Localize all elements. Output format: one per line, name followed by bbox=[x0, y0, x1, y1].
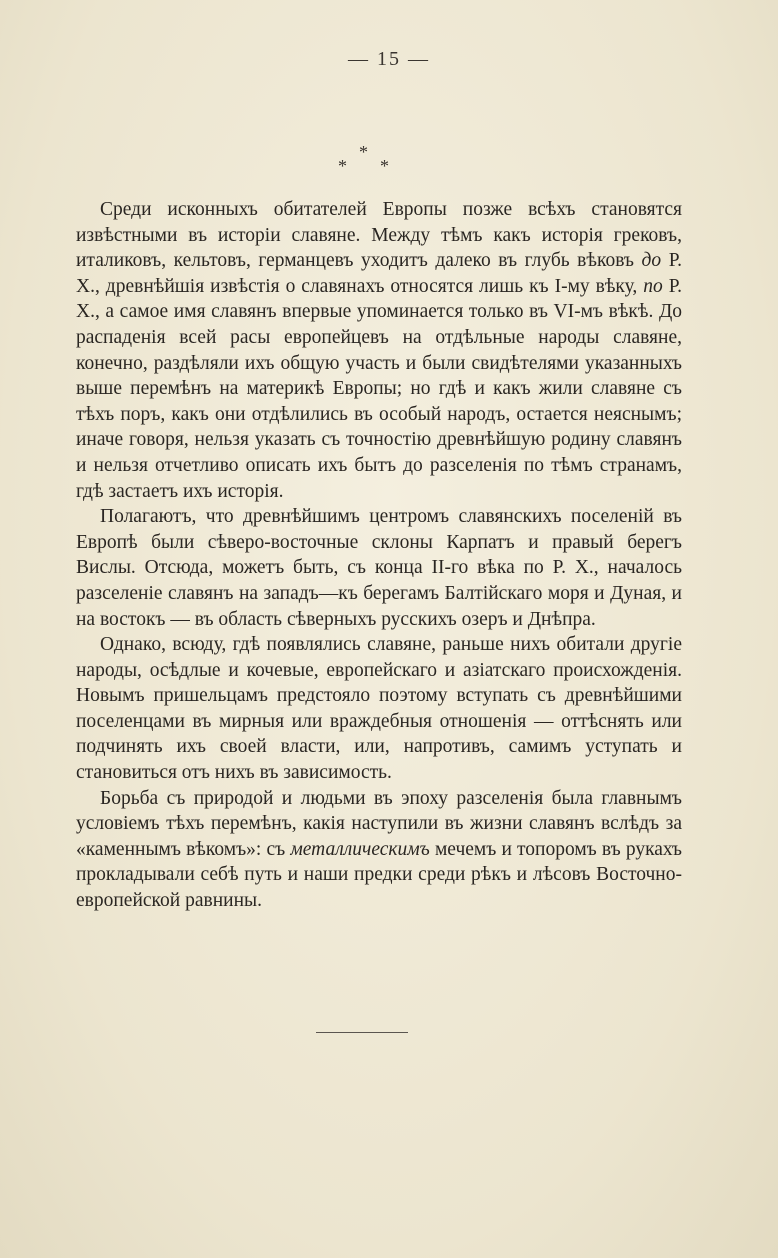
asterisk-left: * bbox=[338, 156, 347, 176]
paragraph-4-segment-1: Борьба съ природой и людьми въ эпоху разселенія была главнымъ условіемъ тѣхъ перемѣнъ, какія наступили въ жизни славянъ вслѣдъ за «каменнымъ вѣкомъ»: съ bbox=[76, 787, 682, 860]
body-text bbox=[76, 197, 682, 914]
paragraph-4 bbox=[76, 786, 682, 914]
paragraph-4-segment-3: мечемъ и топоромъ въ рукахъ прокладывали себѣ путь и наши предки среди рѣкъ и лѣсовъ Восточно-европейской равнины. bbox=[76, 838, 682, 912]
asterisk-top: * bbox=[359, 142, 368, 162]
page-number: — 15 — bbox=[348, 48, 430, 70]
end-rule-divider bbox=[316, 1032, 408, 1033]
paragraph-1-italic-po: по bbox=[643, 275, 663, 297]
asterism-divider bbox=[330, 142, 400, 182]
paragraph-4-italic-metallic: металлическимъ bbox=[290, 838, 430, 860]
paragraph-2-text: Полагаютъ, что древнѣйшимъ центромъ славянскихъ поселеній въ Европѣ были сѣверо-восточные склоны Карпатъ и правый берегъ Вислы. Отсюда, можетъ быть, съ конца II-го вѣка по Р. Х., началось разселеніе славянъ на западъ—къ берегамъ Балтійскаго моря и Дуная, и на востокъ — въ область сѣверныхъ русскихъ озеръ и Днѣпра. bbox=[76, 506, 682, 630]
paragraph-1-segment-5: Р. Х., а самое имя славянъ впервые упоминается только въ VI-мъ вѣкѣ. До распаденія всей расы европейцевъ на отдѣльные народы славяне, конечно, раздѣляли ихъ общую участь и были свидѣтелями указанныхъ выше перемѣнъ на материкѣ Европы; но гдѣ и какъ жили славяне съ тѣхъ поръ, какъ они отдѣлились въ особый народъ, остается неяснымъ; иначе говоря, нельзя указать съ точностію древнѣйшую родину славянъ и нельзя отчетливо описать ихъ бытъ до разселенія по тѣмъ странамъ, гдѣ застаетъ ихъ исторія. bbox=[76, 275, 682, 502]
paragraph-1-segment-3: Р. Х., древнѣйшія извѣстія о славянахъ относятся лишь къ I-му вѣку, bbox=[76, 250, 682, 297]
paragraph-1 bbox=[76, 197, 682, 504]
paragraph-1-segment-1: Среди исконныхъ обитателей Европы позже всѣхъ становятся извѣстными въ исторіи славяне. Между тѣмъ какъ исторія грековъ, италиковъ, кельтовъ, германцевъ уходитъ далеко въ глубь вѣковъ bbox=[76, 199, 682, 272]
paragraph-1-italic-do: до bbox=[641, 250, 662, 272]
paragraph-3-text: Однако, всюду, гдѣ появлялись славяне, раньше нихъ обитали другіе народы, осѣдлые и кочевые, европейскаго и азіатскаго происхожденія. Новымъ пришельцамъ предстояло поэтому вступать съ древнѣйшими поселенцами въ мирныя или враждебныя отношенія — оттѣснять или подчинять ихъ своей власти, или, напротивъ, самимъ уступать и становиться отъ нихъ въ зависимость. bbox=[76, 634, 682, 784]
paragraph-3 bbox=[76, 632, 682, 786]
asterisk-right: * bbox=[380, 156, 389, 176]
paragraph-2 bbox=[76, 504, 682, 632]
